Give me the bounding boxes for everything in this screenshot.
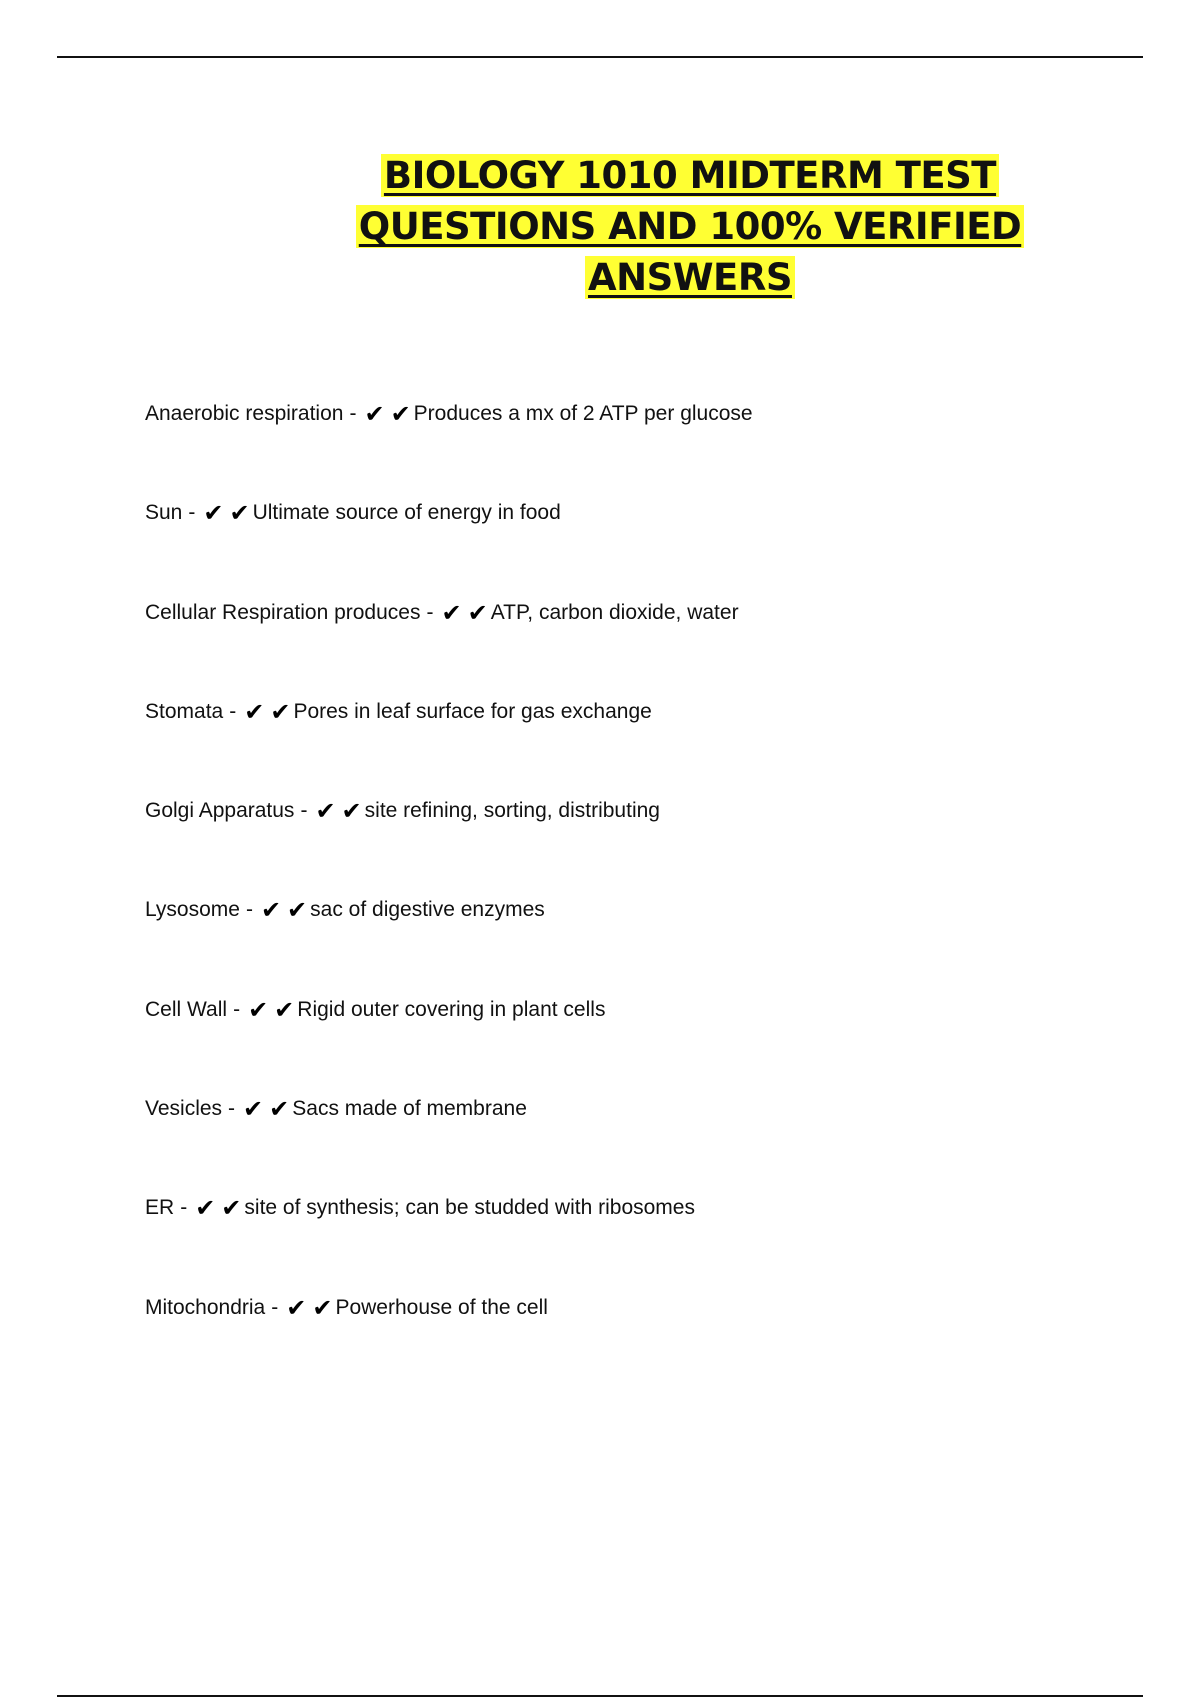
item-term: Cellular Respiration produces [145, 600, 421, 624]
item-separator: - [233, 997, 241, 1021]
check-icon: ✔ [312, 1293, 333, 1322]
item-term: Vesicles [145, 1097, 223, 1121]
list-item [145, 996, 1145, 1095]
title-line-2: QUESTIONS AND 100% VERIFIED [330, 201, 1050, 252]
check-icon: ✔ [270, 697, 291, 726]
footer-rule [57, 1695, 1143, 1697]
check-icon: ✔ [221, 1194, 242, 1223]
check-icon: ✔ [467, 598, 488, 627]
check-icon: ✔ [244, 697, 265, 726]
item-term: ER [145, 1196, 175, 1220]
check-icon: ✔ [315, 797, 336, 826]
item-separator: - [300, 799, 308, 823]
list-item [145, 499, 1145, 598]
title-line-3: ANSWERS [330, 252, 1050, 303]
item-answer: Rigid outer covering in plant cells [297, 997, 606, 1021]
item-term: Stomata [145, 699, 224, 723]
item-term: Cell Wall [145, 997, 228, 1021]
item-separator: - [228, 1097, 236, 1121]
check-icon: ✔ [260, 896, 282, 925]
item-term: Mitochondria [145, 1295, 266, 1319]
check-icon: ✔ [203, 499, 224, 528]
check-icon: ✔ [287, 896, 308, 925]
item-answer: Produces a mx of 2 ATP per glucose [413, 402, 753, 425]
check-icon: ✔ [341, 797, 362, 826]
list-item [145, 1095, 1145, 1194]
item-answer: ATP, carbon dioxide, water [490, 600, 739, 624]
item-separator: - [180, 1196, 188, 1220]
check-icon: ✔ [229, 499, 250, 528]
check-icon: ✔ [274, 995, 295, 1024]
item-term: Lysosome [145, 898, 240, 922]
list-item [145, 1294, 1145, 1393]
item-term: Golgi Apparatus [145, 799, 295, 823]
check-icon: ✔ [248, 995, 269, 1024]
check-icon: ✔ [243, 1095, 264, 1124]
qa-list [145, 400, 1145, 1393]
item-separator: - [229, 699, 237, 723]
item-separator: - [271, 1295, 279, 1319]
check-icon: ✔ [390, 400, 411, 428]
item-separator: - [426, 600, 434, 624]
item-answer: site refining, sorting, distributing [364, 799, 660, 823]
list-item [145, 400, 1145, 499]
item-answer: sac of digestive enzymes [310, 898, 545, 922]
list-item [145, 797, 1145, 896]
item-separator: - [188, 501, 196, 525]
check-icon: ✔ [195, 1194, 216, 1223]
document-title [330, 150, 1050, 303]
check-icon: ✔ [364, 400, 385, 428]
item-answer: site of synthesis; can be studded with ribosomes [244, 1196, 695, 1220]
list-item [145, 896, 1145, 995]
list-item [145, 599, 1145, 698]
item-answer: Powerhouse of the cell [335, 1295, 548, 1319]
item-term: Anaerobic respiration [145, 402, 344, 425]
item-answer: Ultimate source of energy in food [252, 501, 561, 525]
list-item [145, 698, 1145, 797]
list-item [145, 1194, 1145, 1293]
header-rule [57, 56, 1143, 58]
check-icon: ✔ [286, 1293, 307, 1322]
item-answer: Sacs made of membrane [292, 1097, 527, 1121]
title-line-1: BIOLOGY 1010 MIDTERM TEST [330, 150, 1050, 201]
check-icon: ✔ [441, 598, 462, 627]
item-term: Sun [145, 501, 183, 525]
check-icon: ✔ [269, 1095, 290, 1124]
item-answer: Pores in leaf surface for gas exchange [293, 699, 652, 723]
item-separator: - [245, 898, 253, 922]
item-separator: - [349, 402, 357, 425]
